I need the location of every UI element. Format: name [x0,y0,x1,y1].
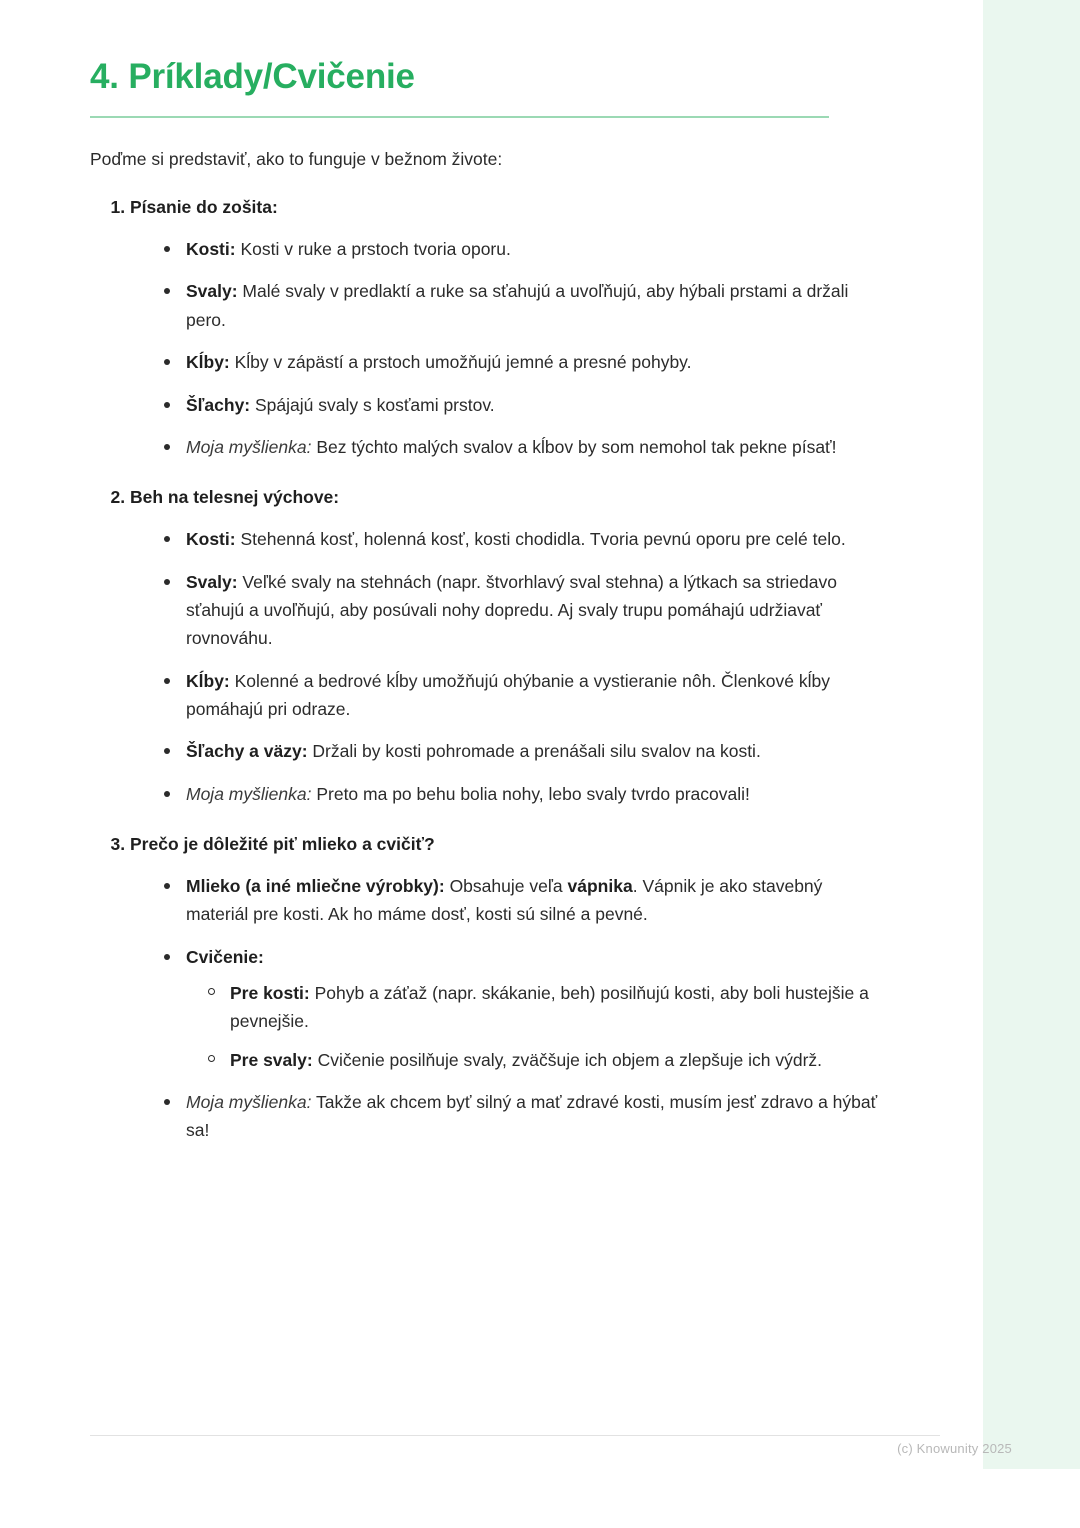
item-label: Svaly: [186,571,238,592]
item-text: Kolenné a bedrové kĺby umožňujú ohýbanie a vystieranie nôh. Členkové kĺby pomáhajú pri odraze. [186,670,830,719]
item-label: Moja myšlienka: [186,436,312,457]
list-item [204,979,882,1036]
section-heading: Písanie do zošita: [130,197,278,218]
list-item [160,235,882,263]
item-text: Preto ma po behu bolia nohy, lebo svaly tvrdo pracovali! [311,783,750,804]
item-text-after: . Vápnik je ako stavebný materiál pre kosti. Ak ho máme dosť, kosti sú silné a pevné. [186,875,823,925]
list-item [160,391,882,419]
item-label: Kĺby: [186,352,230,373]
section-heading: Prečo je dôležité piť mlieko a cvičiť? [130,833,435,854]
item-label: Svaly: [186,281,238,302]
list-item [160,348,882,376]
item-emphasis: vápnika [567,875,633,896]
item-text: Spájajú svaly s kosťami prstov. [250,394,495,415]
section-1-bullets [130,235,882,461]
list-item [160,667,882,724]
item-text: Takže ak chcem byť silný a mať zdravé kosti, musím jesť zdravo a hýbať sa! [186,1092,878,1141]
list-item [160,737,882,765]
list-item [160,568,882,653]
section-heading: Beh na telesnej výchove: [130,487,340,508]
intro-paragraph: Poďme si predstaviť, ako to funguje v bežnom živote: [90,149,503,169]
list-item [160,943,882,1074]
item-label: Cvičenie: [186,946,264,967]
list-item [160,525,882,553]
title-divider [90,116,829,118]
list-item [130,483,882,808]
item-label: Kĺby: [186,670,230,691]
item-label: Pre svaly: [230,1049,313,1070]
list-item [160,433,882,461]
item-text: Malé svaly v predlaktí a ruke sa sťahujú a uvoľňujú, aby hýbali prstami a držali pero. [186,281,849,330]
exercise-subbullets [186,979,882,1074]
list-item [160,277,882,334]
item-label: Kosti: [186,239,236,260]
item-label: Moja myšlienka: [186,1092,312,1112]
examples-list [90,193,882,1145]
item-text: Kĺby v zápästí a prstoch umožňujú jemné a presné pohyby. [229,352,692,373]
item-text: Kosti v ruke a prstoch tvoria oporu. [235,239,511,260]
item-label: Kosti: [186,529,236,550]
item-label: Mlieko (a iné mliečne výrobky): [186,875,445,896]
decorative-side-band-gap [972,0,983,1469]
item-label: Šľachy a väzy: [186,741,308,762]
item-text: Bez týchto malých svalov a kĺbov by som nemohol tak pekne písať! [311,436,837,457]
item-label: Pre kosti: [230,982,310,1003]
item-text: Držali by kosti pohromade a prenášali silu svalov na kosti. [307,741,761,762]
footer-divider [90,1435,940,1436]
list-item [130,830,882,1145]
item-text: Pohyb a záťaž (napr. skákanie, beh) posilňujú kosti, aby boli hustejšie a pevnejšie. [230,982,869,1032]
list-item [204,1046,882,1074]
list-item [160,1088,882,1145]
item-label: Šľachy: [186,394,251,415]
section-2-bullets [130,525,882,808]
decorative-side-band [972,0,1080,1469]
item-text: Veľké svaly na stehnách (napr. štvorhlavý sval stehna) a lýtkach sa striedavo sťahujú a uvoľňujú, aby posúvali nohy dopredu. Aj svaly trupu pomáhajú udržiavať rovnováhu. [186,571,837,649]
footer-credit: (c) Knowunity 2025 [897,1441,1012,1456]
list-item [160,780,882,808]
page-title: 4. Príklady/Cvičenie [90,57,415,96]
item-text: Cvičenie posilňuje svaly, zväčšuje ich objem a zlepšuje ich výdrž. [312,1049,823,1070]
list-item [130,193,882,461]
item-label: Moja myšlienka: [186,783,312,804]
list-item [160,872,882,929]
item-text: Stehenná kosť, holenná kosť, kosti chodidla. Tvoria pevnú oporu pre celé telo. [235,529,846,550]
item-text-before: Obsahuje veľa [444,875,568,896]
section-3-bullets [130,872,882,1145]
